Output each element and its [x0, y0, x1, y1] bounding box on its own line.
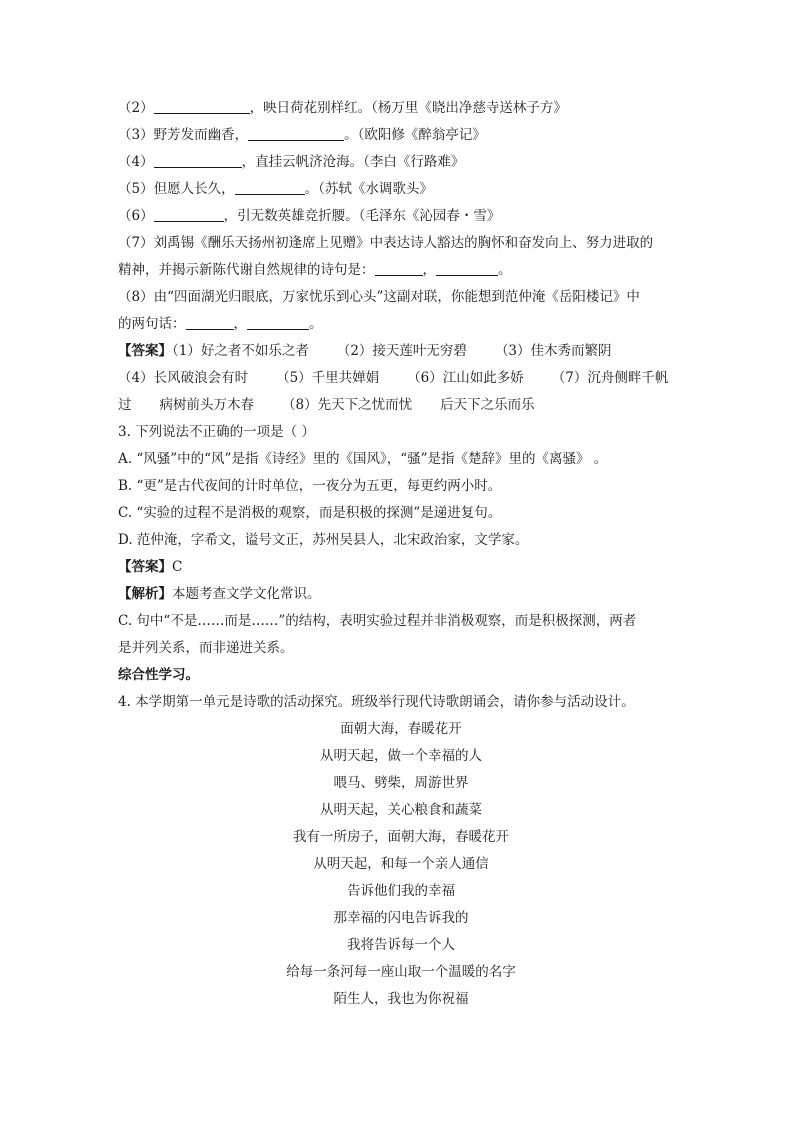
q2-item-5	[118, 176, 678, 203]
answer-blank[interactable]	[154, 97, 250, 114]
answer-text: （3）佳木秀而繁阴	[494, 343, 612, 359]
q3-stem: 3. 下列说法不正确的一项是（ ）	[118, 424, 315, 440]
answer-blank[interactable]	[436, 259, 498, 276]
answer-text: （7）沉舟侧畔千帆	[551, 370, 669, 386]
poem-line: 我将告诉每一个人	[347, 937, 455, 953]
item-text: ，映日荷花别样红。（杨万里《晓出净慈寺送林子方》	[249, 100, 567, 116]
answer-text: C	[172, 559, 183, 575]
answer-text: （5）千里共婵娟	[276, 370, 380, 386]
q2-item-7-line1: （7）刘禹锡《酬乐天扬州初逢席上见赠》中表达诗人豁达的胸怀和奋发向上、努力进取的	[118, 235, 654, 251]
answer-label: 【答案】	[118, 343, 172, 359]
q2-item-7-line2	[118, 257, 678, 284]
q3-analysis	[118, 581, 678, 608]
q3-answer	[118, 554, 678, 581]
item-number: （5）	[118, 181, 154, 197]
answer-blank[interactable]	[154, 151, 242, 168]
q3-option-d: D. 范仲淹，字希文，谥号文正，苏州吴县人，北宋政治家，文学家。	[118, 532, 529, 548]
answer-blank[interactable]	[247, 313, 309, 330]
poem-line: 喂马、劈柴，周游世界	[333, 775, 469, 791]
item-text: ，直挂云帆济沧海。（李白《行路难》	[241, 154, 465, 170]
answer-text: 病树前头万木春	[159, 397, 254, 413]
poem-line: 我有一所房子，面朝大海，春暖花开	[293, 829, 509, 845]
item-text: 的两句话：	[118, 316, 186, 332]
poem	[118, 716, 678, 1013]
item-text: 精神，并揭示新陈代谢自然规律的诗句是：	[118, 262, 375, 278]
analysis-label: 【解析】	[118, 586, 172, 602]
answer-label: 【答案】	[118, 559, 172, 575]
item-text: 。（欧阳修《醉翁亭记》	[344, 127, 486, 143]
item-number: （4）	[118, 154, 154, 170]
analysis-text: 本题考查文学文化常识。	[172, 586, 321, 602]
q2-answers-line1	[118, 338, 678, 365]
answer-text: （4）长风破浪会有时	[118, 370, 249, 386]
q2-item-8-line1: （8）由“四面湖光归眼底，万家忧乐到心头”这副对联，你能想到范仲淹《岳阳楼记》中	[118, 289, 640, 305]
answer-blank[interactable]	[186, 313, 234, 330]
q3-analysis-line2: C. 句中“不是……而是……”的结构，表明实验过程并非消极观察，而是积极探测，两者	[118, 613, 637, 629]
item-text: 但愿人长久，	[153, 181, 235, 197]
poem-line: 从明天起，和每一个亲人通信	[313, 856, 489, 872]
punctuation: 。	[309, 316, 323, 332]
answer-text: （6）江山如此多娇	[407, 370, 524, 386]
item-text: ，引无数英雄竞折腰。（毛泽东《沁园春・雪》	[223, 208, 501, 224]
punctuation: 。	[498, 262, 512, 278]
q3-option-b: B. “更”是古代夜间的计时单位，一夜分为五更，每更约两小时。	[118, 478, 502, 494]
q2-item-8-line2	[118, 311, 678, 338]
poem-line: 从明天起，做一个幸福的人	[320, 748, 482, 764]
punctuation: ，	[422, 262, 436, 278]
answer-text: （8）先天下之忧而忧	[282, 397, 413, 413]
q3-option-a: A. “风骚”中的“风”是指《诗经》里的《国风》，“骚”是指《楚辞》里的《离骚》 。	[118, 451, 608, 467]
item-text: 野芳发而幽香，	[153, 127, 249, 143]
poem-line: 那幸福的闪电告诉我的	[333, 910, 469, 926]
q3-option-c: C. “实验的过程不是消极的观察，而是积极的探测”是递进复句。	[118, 505, 502, 521]
q2-answers-line3	[118, 392, 678, 419]
poem-line: 面朝大海，春暖花开	[340, 721, 462, 737]
answer-text: （2）接天莲叶无穷碧	[336, 343, 467, 359]
item-number: （2）	[118, 100, 154, 116]
section-title: 综合性学习。	[118, 667, 199, 683]
q3-analysis-line3: 是并列关系，而非递进关系。	[118, 640, 294, 656]
answer-blank[interactable]	[235, 178, 305, 195]
answer-text: 后天下之乐而乐	[440, 397, 535, 413]
poem-line: 陌生人，我也为你祝福	[333, 991, 469, 1007]
punctuation: ，	[233, 316, 247, 332]
item-number: （3）	[118, 127, 154, 143]
item-text: 。（苏轼《水调歌头》	[304, 181, 433, 197]
answer-text: （1）好之者不如乐之者	[172, 343, 309, 359]
document-content	[118, 95, 678, 1013]
q2-item-4	[118, 149, 678, 176]
answer-blank[interactable]	[248, 124, 344, 141]
q2-item-3	[118, 122, 678, 149]
q2-item-6	[118, 203, 678, 230]
poem-line: 从明天起，关心粮食和蔬菜	[320, 802, 482, 818]
answer-blank[interactable]	[375, 259, 423, 276]
answer-text: 过	[118, 397, 132, 413]
q2-item-2	[118, 95, 678, 122]
q4-stem: 4. 本学期第一单元是诗歌的活动探究。班级举行现代诗歌朗诵会，请你参与活动设计。	[118, 694, 635, 710]
q2-answers-line2	[118, 365, 678, 392]
poem-line: 给每一条河每一座山取一个温暖的名字	[286, 964, 516, 980]
poem-line: 告诉他们我的幸福	[347, 883, 455, 899]
item-number: （6）	[118, 208, 154, 224]
answer-blank[interactable]	[154, 205, 224, 222]
